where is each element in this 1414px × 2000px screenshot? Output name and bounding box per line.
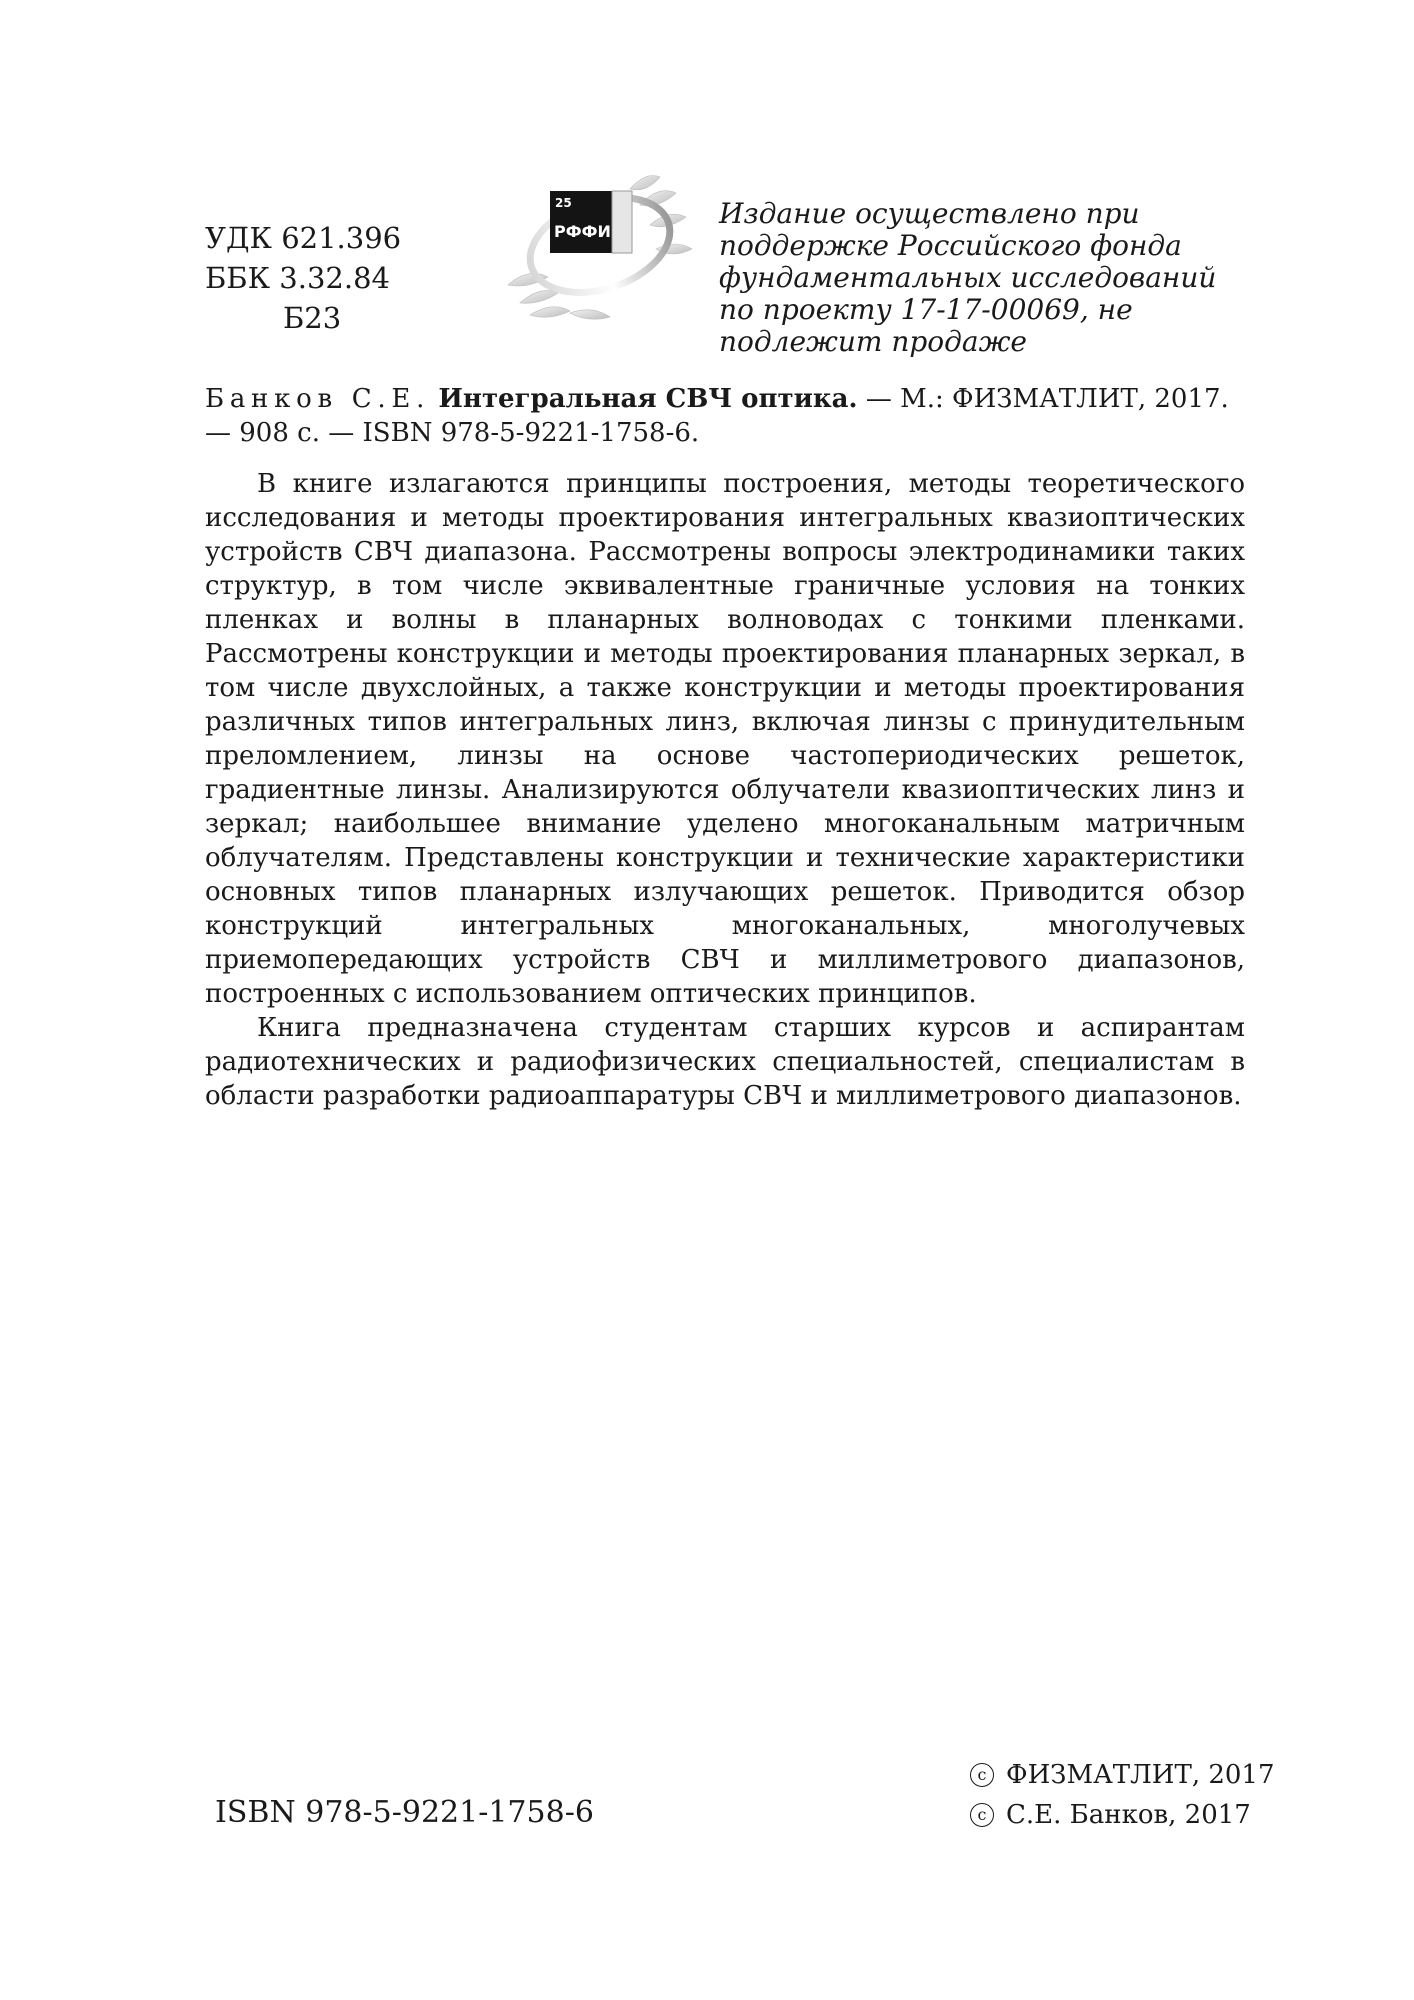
citation-details: — М.: ФИЗМАТЛИТ, 2017. — 908 с. — ISBN 978-5-9221-1758-6.: [205, 384, 1229, 448]
copyright-holder: ФИЗМАТЛИТ, 2017: [1006, 1760, 1275, 1790]
bibliographic-citation: [205, 382, 1245, 450]
citation-author: Банков С.Е.: [205, 384, 431, 414]
udk-code: УДК 621.396: [205, 221, 402, 255]
copyright-block: [970, 1755, 1275, 1835]
abstract: [205, 467, 1245, 1113]
isbn: ISBN 978-5-9221-1758-6: [215, 1795, 594, 1830]
abstract-paragraph: Книга предназначена студентам старших курсов и аспирантам радиотехнических и радиофизических специальностей, специалистам в области разработки радиоаппаратуры СВЧ и миллиметрового диапазонов.: [205, 1013, 1245, 1111]
logo-name: РФФИ: [554, 222, 611, 241]
copyright-line: [970, 1795, 1275, 1835]
abstract-paragraph: В книге излагаются принципы построения, методы теоретического исследования и методы проектирования интегральных квазиоптических устройств СВЧ диапазона. Рассмотрены вопросы электродинамики таких структур, в том числе эквивалентные граничные условия на тонких пленках и волны в планарных волноводах с тонкими пленками. Рассмотрены конструкции и методы проектирования планарных зеркал, в том числе двухслойных, а также конструкции и методы проектирования различных типов интегральных линз, включая линзы с принудительным преломлением, линзы на основе частопериодических решеток, градиентные линзы. Анализируются облучатели квазиоптических линз и зеркал; наибольшее внимание уделено многоканальным матричным облучателям. Представлены конструкции и технические характеристики основных типов планарных излучающих решеток. Приводится обзор конструкций интегральных многоканальных, многолучевых приемопередающих устройств СВЧ и миллиметрового диапазонов, построенных с использованием оптических принципов.: [205, 469, 1245, 1009]
support-note: Издание осуществлено при поддержке Российского фонда фундаментальных исследований по проекту 17-17-00069, не подлежит продаже: [719, 197, 1217, 358]
copyright-line: [970, 1755, 1275, 1795]
rffi-logo: [500, 165, 700, 325]
copyright-icon: c: [970, 1803, 994, 1827]
citation-title: Интегральная СВЧ оптика.: [438, 384, 858, 414]
classification-block: [205, 218, 401, 338]
author-mark: Б23: [283, 301, 342, 335]
copyright-icon: c: [970, 1763, 994, 1787]
logo-anniversary: 25: [555, 196, 572, 210]
bbk-code: ББК 3.32.84: [205, 261, 390, 295]
copyright-holder: С.Е. Банков, 2017: [1006, 1800, 1251, 1830]
